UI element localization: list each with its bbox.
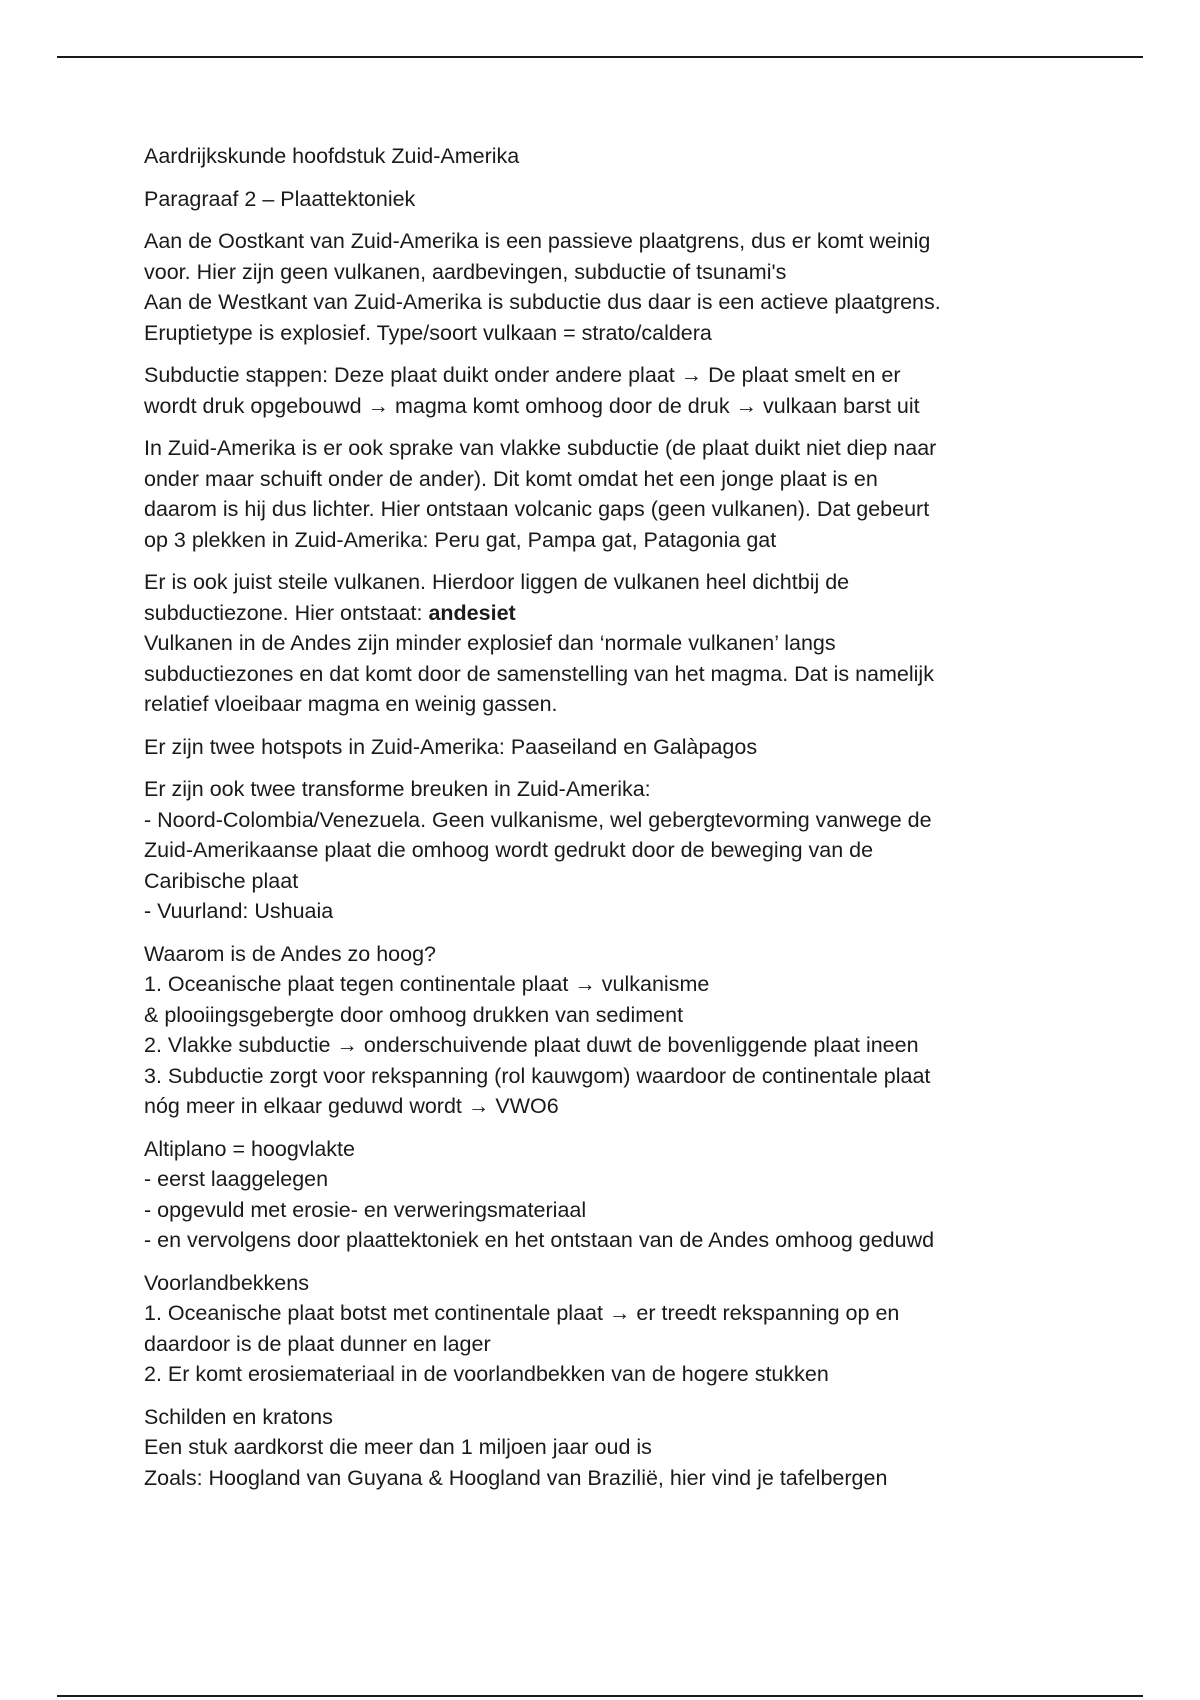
- text-line: 1. Oceanische plaat botst met continentale plaat → er treedt rekspanning op en: [144, 1301, 900, 1325]
- text-line: - opgevuld met erosie- en verweringsmateriaal: [144, 1197, 587, 1222]
- paragraph-subductie-stappen: [144, 360, 1064, 421]
- text-line: daardoor is de plaat dunner en lager: [144, 1331, 491, 1356]
- text-line: Eruptietype is explosief. Type/soort vulkaan = strato/caldera: [144, 320, 712, 345]
- text-line: Zoals: Hoogland van Guyana & Hoogland van Brazilië, hier vind je tafelbergen: [144, 1465, 888, 1490]
- text-line: Een stuk aardkorst die meer dan 1 miljoen jaar oud is: [144, 1435, 652, 1459]
- text-line: [144, 598, 1064, 629]
- text-line: Waarom is de Andes zo hoog?: [144, 941, 437, 966]
- paragraph-steile-vulkanen: [144, 567, 1064, 720]
- paragraph-plaatgrenzen: [144, 226, 1064, 348]
- bottom-rule: [57, 1695, 1143, 1697]
- text-line: - eerst laaggelegen: [144, 1167, 329, 1191]
- paragraph-hotspots: [144, 732, 1064, 763]
- paragraph-transforme-breuken: [144, 774, 1064, 927]
- text-line: Voorlandbekkens: [144, 1270, 309, 1295]
- text-line: Aan de Westkant van Zuid-Amerika is subductie dus daar is een actieve plaatgrens.: [144, 290, 941, 314]
- text-line: onder maar schuift onder de ander). Dit komt omdat het een jonge plaat is en: [144, 466, 878, 491]
- text-line: 3. Subductie zorgt voor rekspanning (rol kauwgom) waardoor de continentale plaat: [144, 1063, 931, 1088]
- text-line: wordt druk opgebouwd → magma komt omhoog door de druk → vulkaan barst uit: [144, 393, 920, 418]
- paragraph-andes-hoog: [144, 939, 1064, 1122]
- paragraph-schilden-kratons: [144, 1402, 1064, 1494]
- text-line: & plooiingsgebergte door omhoog drukken van sediment: [144, 1002, 684, 1027]
- text-line: Er zijn ook twee transforme breuken in Zuid-Amerika:: [144, 777, 651, 801]
- text-line: 2. Vlakke subductie → onderschuivende plaat duwt de bovenliggende plaat ineen: [144, 1033, 919, 1057]
- text-line: 2. Er komt erosiemateriaal in de voorlandbekken van de hogere stukken: [144, 1362, 829, 1386]
- text-line: Schilden en kratons: [144, 1404, 333, 1429]
- text-line: nóg meer in elkaar geduwd wordt → VWO6: [144, 1094, 559, 1118]
- text-line: Vulkanen in de Andes zijn minder explosief dan ‘normale vulkanen’ langs: [144, 631, 836, 655]
- text-segment: subductiezone. Hier ontstaat:: [144, 600, 429, 625]
- text-line: Er zijn twee hotspots in Zuid-Amerika: Paaseiland en Galàpagos: [144, 734, 758, 759]
- paragraph-voorlandbekkens: [144, 1268, 1064, 1390]
- text-line: subductiezones en dat komt door de samenstelling van het magma. Dat is namelijk: [144, 661, 934, 686]
- document-subtitle: Paragraaf 2 – Plaattektoniek: [144, 186, 416, 211]
- text-line: Subductie stappen: Deze plaat duikt onder andere plaat → De plaat smelt en er: [144, 363, 901, 387]
- text-line: Er is ook juist steile vulkanen. Hierdoor liggen de vulkanen heel dichtbij de: [144, 570, 850, 594]
- text-line: - Noord-Colombia/Venezuela. Geen vulkanisme, wel gebergtevorming vanwege de: [144, 807, 932, 832]
- document-title: Aardrijkskunde hoofdstuk Zuid-Amerika: [144, 144, 520, 168]
- bold-term-andesiet: andesiet: [428, 600, 516, 625]
- text-line: Zuid-Amerikaanse plaat die omhoog wordt gedrukt door de beweging van de: [144, 838, 874, 862]
- text-line: - en vervolgens door plaattektoniek en het ontstaan van de Andes omhoog geduwd: [144, 1228, 935, 1252]
- text-line: - Vuurland: Ushuaia: [144, 899, 334, 923]
- text-line: Altiplano = hoogvlakte: [144, 1136, 355, 1161]
- text-line: Aan de Oostkant van Zuid-Amerika is een passieve plaatgrens, dus er komt weinig: [144, 229, 931, 253]
- text-line: op 3 plekken in Zuid-Amerika: Peru gat, Pampa gat, Patagonia gat: [144, 527, 777, 552]
- text-line: 1. Oceanische plaat tegen continentale plaat → vulkanisme: [144, 972, 710, 996]
- text-line: daarom is hij dus lichter. Hier ontstaan volcanic gaps (geen vulkanen). Dat gebeurt: [144, 497, 930, 521]
- top-rule: [57, 56, 1143, 58]
- paragraph-vlakke-subductie: [144, 433, 1064, 555]
- paragraph-altiplano: [144, 1134, 1064, 1256]
- text-line: relatief vloeibaar magma en weinig gassen.: [144, 692, 558, 716]
- text-line: Caribische plaat: [144, 868, 299, 893]
- text-line: In Zuid-Amerika is er ook sprake van vlakke subductie (de plaat duikt niet diep naar: [144, 436, 937, 460]
- document-body: [144, 141, 1064, 1505]
- text-line: voor. Hier zijn geen vulkanen, aardbevingen, subductie of tsunami's: [144, 259, 787, 284]
